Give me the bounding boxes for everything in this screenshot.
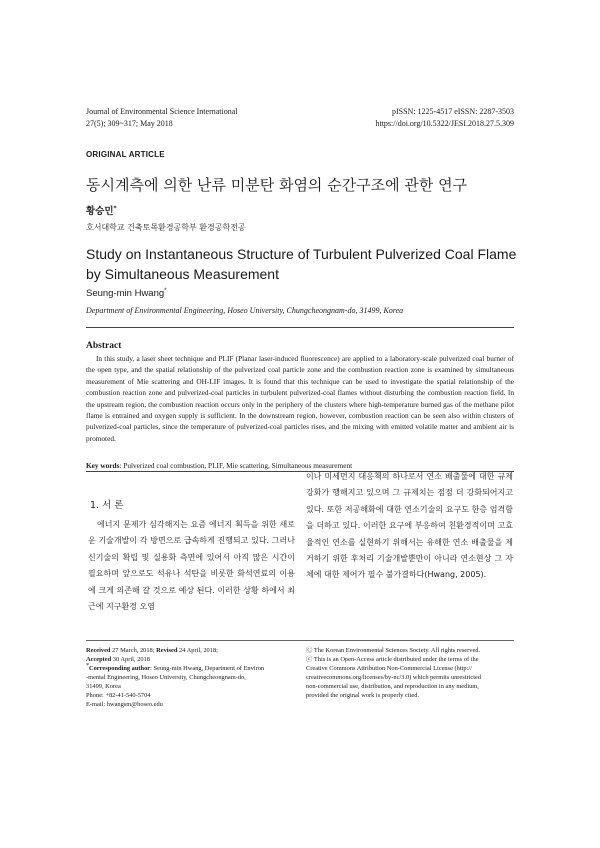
korean-author-mark: *: [113, 204, 117, 212]
journal-volume: 27(5); 309~317; May 2018: [86, 119, 173, 128]
journal-name: Journal of Environmental Science International: [86, 107, 238, 116]
korean-title: 동시계측에 의한 난류 미분탄 화염의 순간구조에 관한 연구: [86, 176, 468, 194]
history-line-2: [86, 655, 294, 664]
license-line-2: Creative Commons Attribution Non-Commercial License (http://: [306, 665, 472, 672]
revised-label: Revised: [156, 647, 178, 654]
received-label: Received: [86, 647, 111, 654]
english-author: [86, 288, 167, 299]
english-title: Study on Instantaneous Structure of Turbulent Pulverized Coal Flame by Simultaneous Measurement: [86, 246, 517, 282]
keywords-value: : Pulverized coal combustion, PLIF, Mie scattering, Simultaneous measurement: [119, 461, 353, 470]
body-text-right-column: 이나 미세먼지 대응책의 하나로서 연소 배출물에 대한 규제강화가 행해지고 있으며 그 규제치는 점점 더 강화되어지고 있다. 또한 저공해화에 대한 연소기술의 요구도 한층 엄격함을 더하고 있다. 이러한 요구에 부응하여 친환경적이며 고효율적인 연소를 실현하기 위해서는 유해한 연소 배출물을 제거하기 위한 후처리 기술개발뿐만이 아니라 연소현상 그 자체에 대한 제어가 필수 불가결하다(Hwang, 2005).: [306, 472, 513, 580]
article-history-footnote: [86, 646, 294, 709]
corresponding-label: Corresponding author: [89, 665, 151, 672]
corresponding-phone: Phone: +82-41-540-5704: [86, 692, 151, 699]
license-line-5: provided the original work is properly cited.: [306, 692, 420, 699]
license-footnote: [306, 646, 516, 700]
abstract-text: In this study, a laser sheet technique and PLIF (Planar laser-induced fluorescence) are applied to a laboratory-scale pulverized coal burner of the open type, and the spatial relationship of the pulverized coal particle zone and the combustion reaction zone is examined by simultaneous measurement of Mie scattering and OH-LIF images. It is found that this technique can be used to investigate the spatial relationship of the combustion reaction zone and pulverized-coal particles in turbulent pulverized-coal flames without disturbing the combustion reaction field. In the upstream region, the combustion reaction occurs only in the periphery of the clusters where high-temperature burned gas of the methane pilot flame is entrained and oxygen supply is sufficient. In the downstream region, however, combustion reaction can be seen also within clusters of pulverized-coal particles, since the temperature of pulverized-coal particles rises, and the mixing with emitted volatile matter and ambient air is promoted.: [86, 354, 514, 443]
corresponding-text-1: : Seung-min Hwang, Department of Environ: [150, 665, 265, 672]
doi-link[interactable]: https://doi.org/10.5322/JESI.2018.27.5.309: [375, 119, 514, 128]
accepted-label: Accepted: [86, 656, 112, 663]
journal-header-left: [86, 106, 238, 130]
english-author-mark: *: [164, 287, 167, 294]
footnote-rule: [86, 640, 514, 641]
korean-affiliation: 호서대학교 건축토목환경공학부 환경공학전공: [86, 223, 246, 232]
journal-header-right: [375, 106, 514, 130]
korean-author-name: 황승민: [86, 206, 114, 217]
received-date: 27 March, 2018;: [110, 647, 157, 654]
revised-date: 24 April, 2018;: [177, 647, 218, 654]
abstract-top-rule: [86, 327, 514, 328]
corresponding-email[interactable]: E-mail: hwangsm@hoseo.edu: [86, 701, 163, 708]
english-affiliation: Department of Environmental Engineering, Hoseo University, Chungcheongnam-do, 31499, Korea: [86, 306, 404, 315]
history-line-1: [86, 646, 294, 655]
english-author-name: Seung-min Hwang: [86, 288, 165, 299]
corresponding-line-2: -mental Engineering, Hoseo University, Chungcheongnam-do,: [86, 674, 246, 681]
korean-author: [86, 203, 117, 217]
abstract-heading: Abstract: [86, 341, 122, 351]
body-text-left-column: 에너지 문제가 심각해지는 요즘 에너지 획득을 위한 새로운 기술개발이 각 방면으로 급속하게 진행되고 있다. 그러나 신기술의 확립 및 실용화 측면에 있어서 아직 많은 시간이 필요하며 앞으로도 석유나 석탄을 비롯한 화석연료의 이용에 크게 의존해 갈 것으로 예상 된다. 이러한 상황 하에서 최근에 지구환경 오염: [88, 520, 295, 612]
accepted-date: 30 April, 2018: [111, 656, 150, 663]
license-line-3: creativecommons.org/licenses/by-nc/3.0) which permits unrestricted: [306, 674, 482, 681]
keywords-label: Key words: [86, 461, 120, 470]
section-heading-introduction: 1. 서 론: [90, 500, 124, 511]
license-line-1: ⓒ This is an Open-Access article distributed under the terms of the: [306, 656, 479, 663]
corresponding-line-3: 31499, Korea: [86, 683, 121, 690]
corresponding-line-1: [86, 664, 294, 673]
copyright-line: Ⓒ The Korean Environmental Sciences Society. All rights reserved.: [306, 647, 481, 654]
license-line-4: non-commercial use, distribution, and reproduction in any medium,: [306, 683, 479, 690]
article-type-label: ORIGINAL ARTICLE: [86, 150, 165, 159]
issn-line: pISSN: 1225-4517 eISSN: 2287-3503: [391, 107, 514, 116]
corresponding-mark: *: [86, 662, 89, 669]
